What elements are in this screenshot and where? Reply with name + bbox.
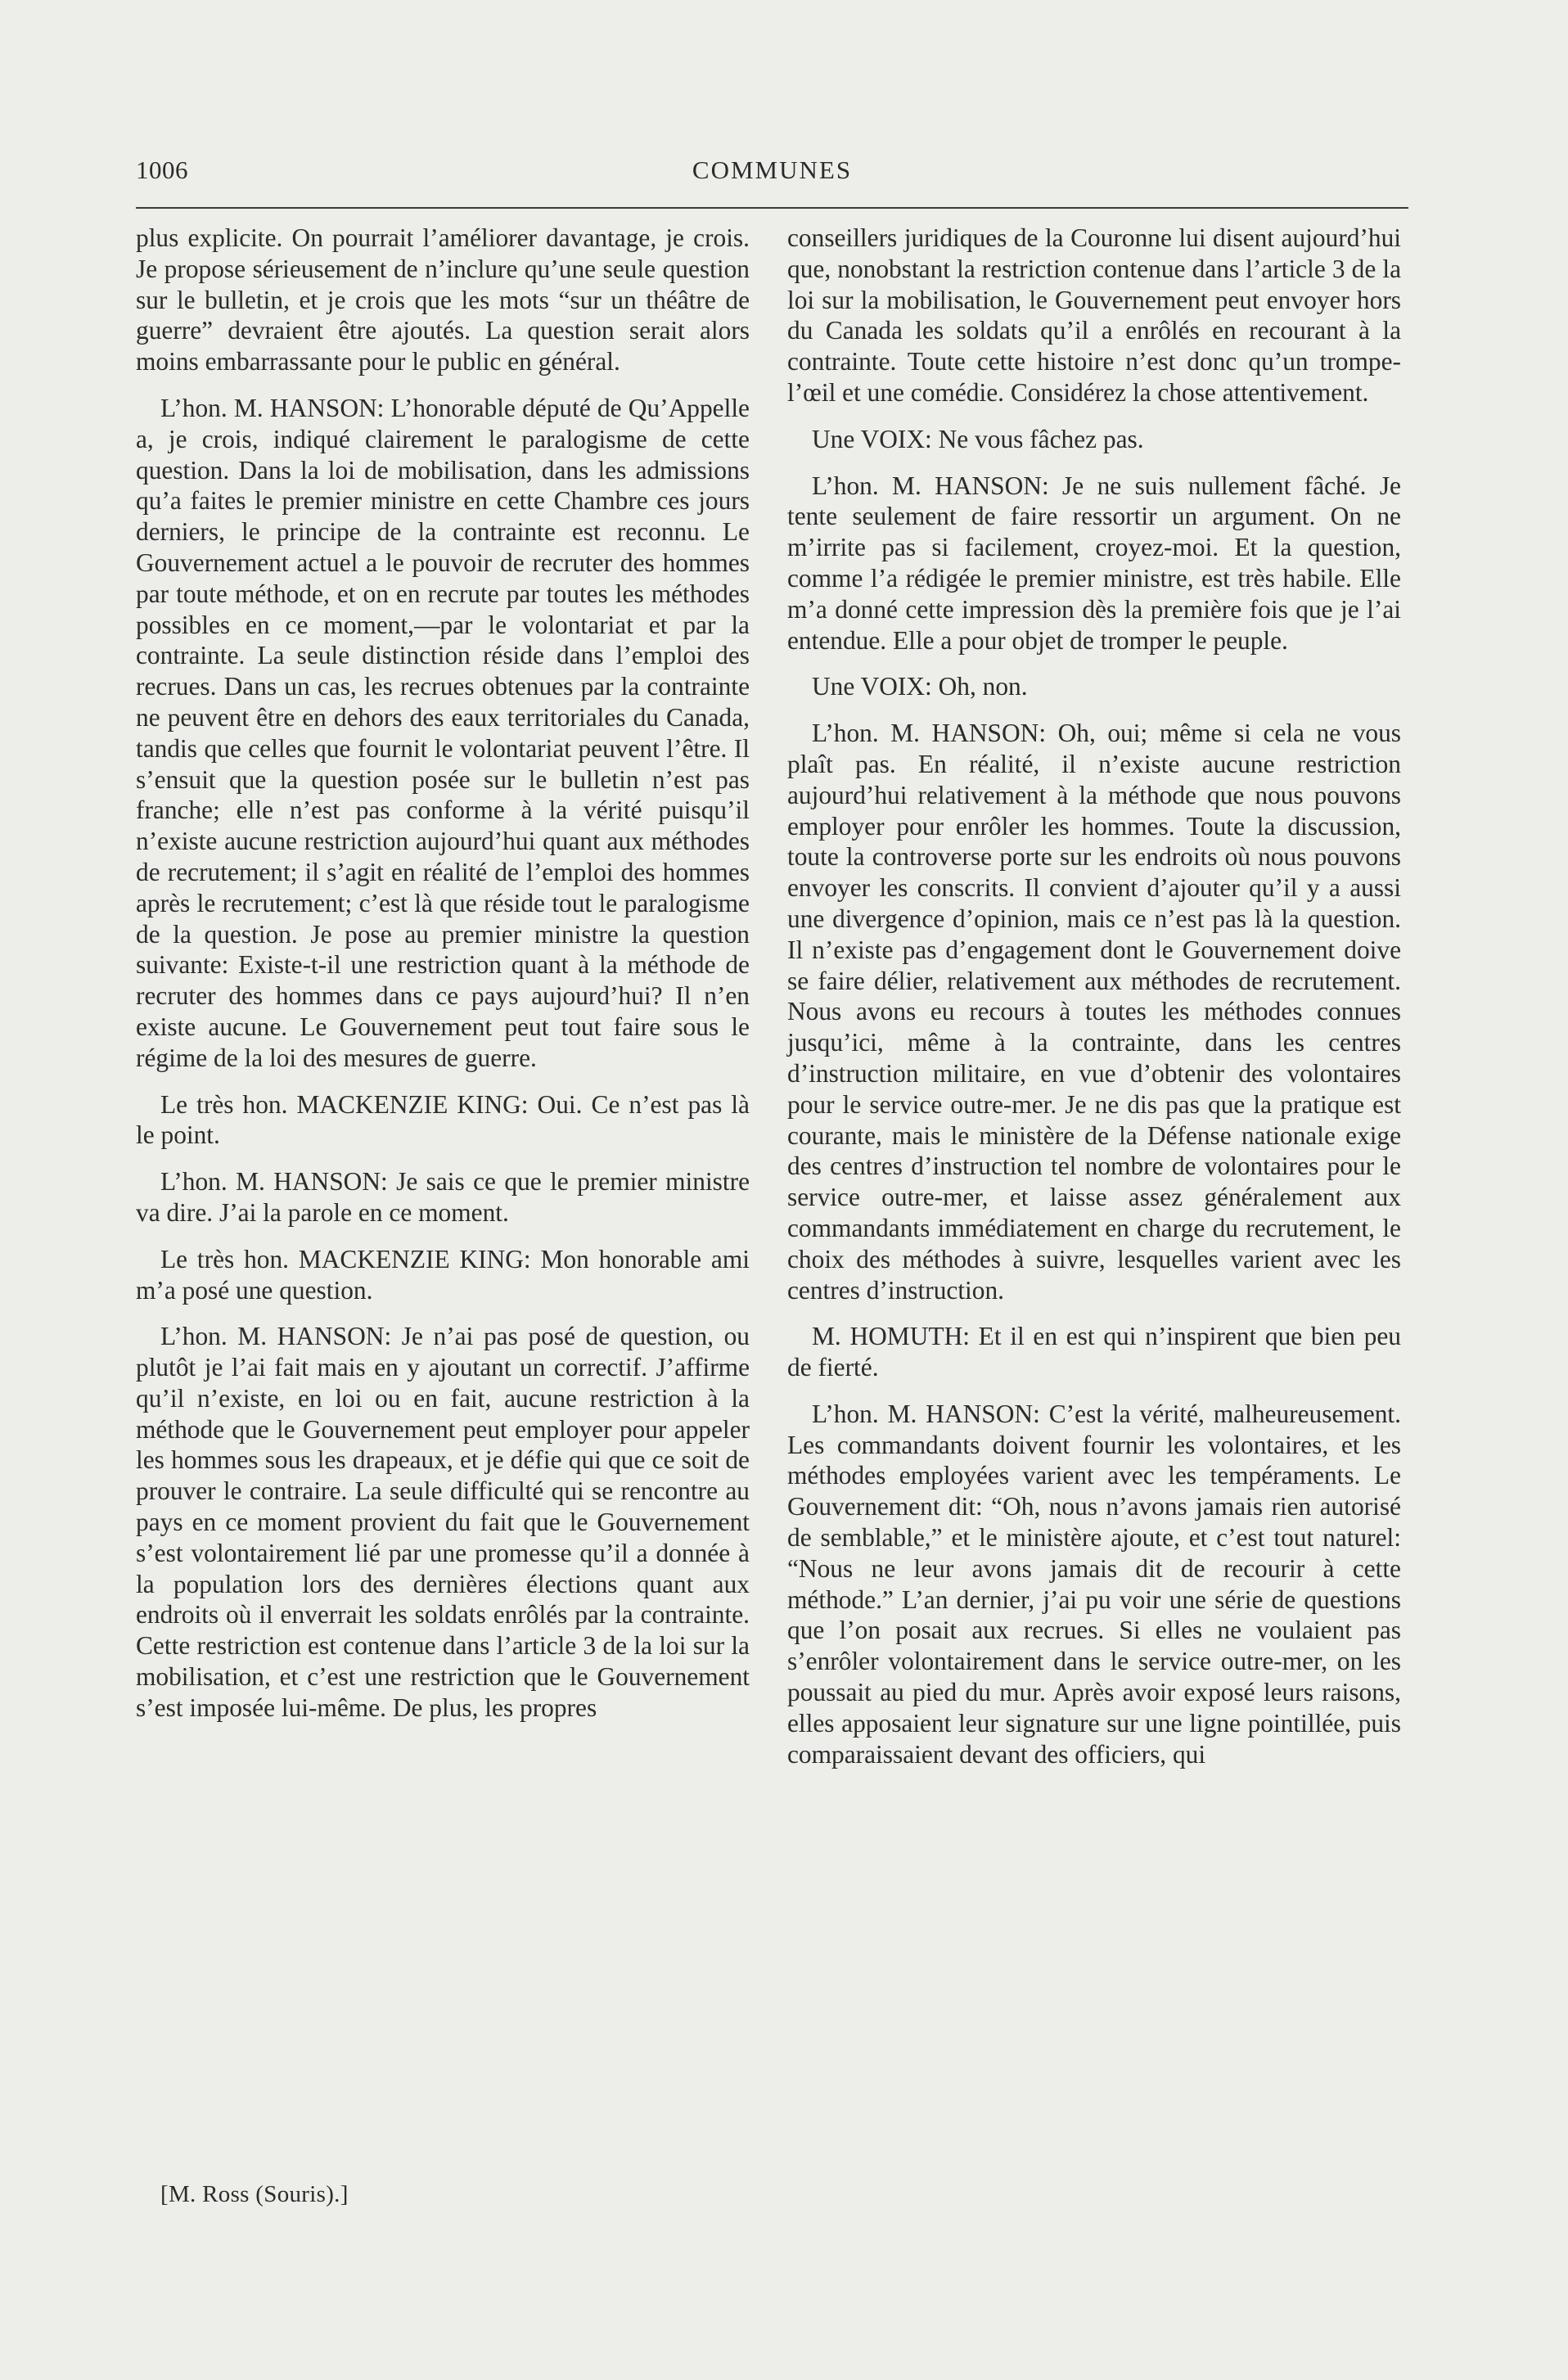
paragraph: L’hon. M. HANSON: Je ne suis nullement fâché. Je tente seulement de faire ressortir un argument. On ne m’irrite pas si facilement, croyez-moi. Et la question, comme l’a rédigée le premier ministre, est très habile. Elle m’a donné cette impression dès la première fois que je l’ai entendue. Elle a pour objet de tromper le peuple. <box>787 471 1401 655</box>
paragraph: L’hon. M. HANSON: L’honorable député de Qu’Appelle a, je crois, indiqué clairement le paralogisme de cette question. Dans la loi de mobilisation, dans les admissions qu’a faites le premier ministre en cette Chambre ces jours derniers, le principe de la contrainte est reconnu. Le Gouvernement actuel a le pouvoir de recruter des hommes par toute méthode, et on en recrute par toutes les méthodes possibles en ce moment,—par le volontariat et par la contrainte. La seule distinction réside dans l’emploi des recrues. Dans un cas, les recrues obtenues par la contrainte ne peuvent être en dehors des eaux territoriales du Canada, tandis que celles que fournit le volontariat peuvent l’être. Il s’ensuit que la question posée sur le bulletin n’est pas franche; elle n’est pas conforme à la vérité puisqu’il n’existe aucune restriction aujourd’hui quant aux méthodes de recrutement; il s’agit en réalité de l’emploi des hommes après le recrutement; c’est là que réside tout le paralogisme de la question. Je pose au premier ministre la question suivante: Existe-t-il une restriction quant à la méthode de recruter des hommes dans ce pays aujourd’hui? Il n’en existe aucune. Le Gouvernement peut tout faire sous le régime de la loi des mesures de guerre. <box>136 393 750 1072</box>
paragraph: Une VOIX: Ne vous fâchez pas. <box>812 424 1144 453</box>
header-rule <box>136 207 1408 209</box>
paragraph: L’hon. M. HANSON: Je n’ai pas posé de question, ou plutôt je l’ai fait mais en y ajoutant un correctif. J’affirme qu’il n’existe, en loi ou en fait, aucune restriction à la méthode que le Gouvernement peut employer pour appeler les hommes sous les drapeaux, et je défie qui que ce soit de prouver le contraire. La seule difficulté qui se rencontre au pays en ce moment provient du fait que le Gouvernement s’est volontairement lié par une promesse qu’il a donnée à la population lors des dernières élections quant aux endroits où il enverrait les soldats enrôlés par la contrainte. Cette restriction est contenue dans l’article 3 de la loi sur la mobilisation, et c’est une restriction que le Gouvernement s’est imposée lui-même. De plus, les propres <box>136 1322 750 1722</box>
paragraph: L’hon. M. HANSON: Oh, oui; même si cela ne vous plaît pas. En réalité, il n’existe aucune restriction aujourd’hui relativement à la méthode que nous pouvons employer pour enrôler les hommes. Toute la discussion, toute la controverse porte sur les endroits où nous pouvons envoyer les conscrits. Il convient d’ajouter qu’il y a aussi une divergence d’opinion, mais ce n’est pas là la question. Il n’existe pas d’engagement dont le Gouvernement doive se faire délier, relativement aux méthodes de recrutement. Nous avons eu recours à toutes les méthodes connues jusqu’ici, même à la contrainte, dans les centres d’instruction militaire, en vue d’obtenir des volontaires pour le service outre-mer. Je ne dis pas que la pratique est courante, mais le ministère de la Défense nationale exige des centres d’instruction tel nombre de volontaires pour le service outre-mer, et laisse assez généralement aux commandants immédiatement en charge du recrutement, le choix des méthodes à suivre, lesquelles varient avec les centres d’instruction. <box>787 719 1401 1305</box>
paragraph: Le très hon. MACKENZIE KING: Mon honorable ami m’a posé une question. <box>136 1244 750 1305</box>
paragraph: plus explicite. On pourrait l’améliorer davantage, je crois. Je propose sérieusement de n’inclure qu’une seule question sur le bulletin, et je crois que les mots “sur un théâtre de guerre” devraient être ajoutés. La question serait alors moins embarrassante pour le public en général. <box>136 223 750 376</box>
running-title: COMMUNES <box>692 156 853 184</box>
paragraph: conseillers juridiques de la Couronne lui disent aujourd’hui que, nonobstant la restriction contenue dans l’article 3 de la loi sur la mobilisation, le Gouvernement peut envoyer hors du Canada les soldats qu’il a enrôlés en recourant à la contrainte. Toute cette histoire n’est donc qu’un trompe-l’œil et une comédie. Considérez la chose attentivement. <box>787 223 1401 407</box>
paragraph: M. HOMUTH: Et il en est qui n’inspirent que bien peu de fierté. <box>787 1322 1401 1382</box>
paragraph: Le très hon. MACKENZIE KING: Oui. Ce n’est pas là le point. <box>136 1089 750 1150</box>
paragraph: L’hon. M. HANSON: C’est la vérité, malheureusement. Les commandants doivent fournir les volontaires, et les méthodes employées varient avec les tempéraments. Le Gouvernement dit: “Oh, nous n’avons jamais rien autorisé de semblable,” et le ministère ajoute, et c’est tout naturel: “Nous ne leur avons jamais dit de recourir à cette méthode.” L’an dernier, j’ai pu voir une série de questions que l’on posait aux recrues. Si elles ne voulaient pas s’enrôler volontairement dans le service outre-mer, on les poussait au pied du mur. Après avoir exposé leurs raisons, elles apposaient leur signature sur une ligne pointillée, puis comparaissaient devant des officiers, qui <box>787 1399 1401 1769</box>
paragraph: L’hon. M. HANSON: Je sais ce que le premier ministre va dire. J’ai la parole en ce moment. <box>136 1167 750 1227</box>
paragraph: Une VOIX: Oh, non. <box>812 672 1028 701</box>
right-column <box>787 223 1401 1785</box>
page-header <box>136 156 1408 195</box>
speaker-footnote: [M. Ross (Souris).] <box>160 2181 349 2207</box>
page-number: 1006 <box>136 156 188 184</box>
left-column <box>136 223 750 1739</box>
